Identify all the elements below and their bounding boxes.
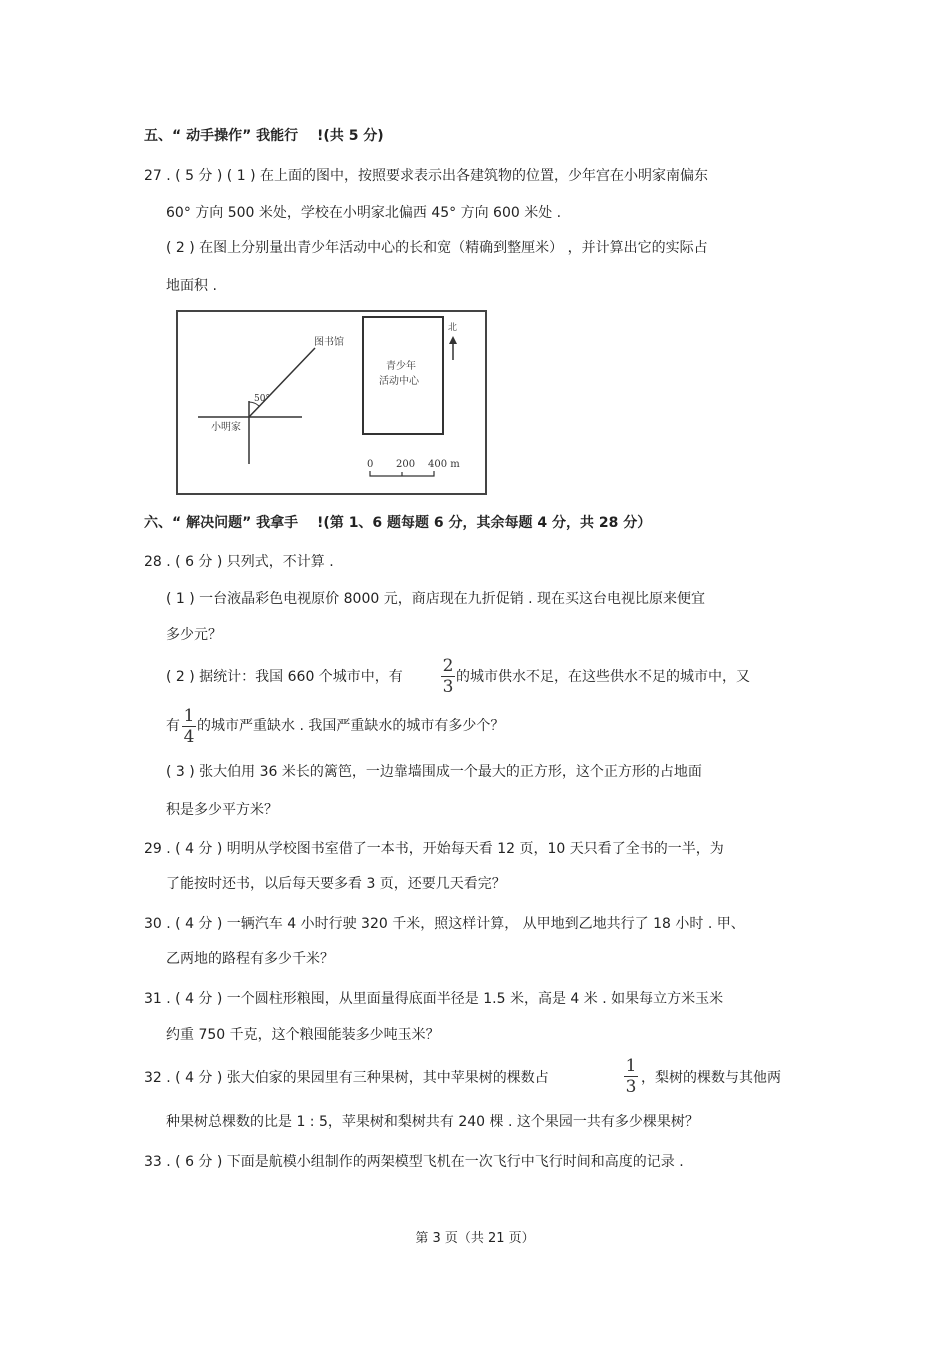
q33-line1: 33 . ( 6 分 ) 下面是航模小组制作的两架模型飞机在一次飞行中飞行时间和高度的记录 .: [144, 1154, 684, 1170]
home-label: 小明家: [211, 422, 241, 433]
angle-label: 50°: [254, 394, 270, 404]
q27-line4: 地面积 .: [166, 278, 217, 294]
section5-mark: !(共 5 分): [317, 128, 384, 144]
fraction-denominator: 3: [625, 1077, 637, 1097]
q27-line1: 27 . ( 5 分 ) ( 1 ) 在上面的图中，按照要求表示出各建筑物的位置，少年宫在小明家南偏东: [144, 168, 708, 184]
section6-title: 六、“ 解决问题” 我拿手: [144, 515, 299, 531]
section5-title: 五、“ 动手操作” 我能行: [144, 128, 299, 144]
fraction-numerator: 1: [625, 1056, 637, 1076]
fraction-denominator: 3: [442, 677, 454, 697]
fraction-numerator: 1: [183, 706, 195, 726]
q32-line1-b: ，梨树的棵数与其他两: [641, 1070, 781, 1086]
q28-p1-line1: ( 1 ) 一台液晶彩色电视原价 8000 元，商店现在九折促销 . 现在买这台电视比原来便宜: [166, 591, 706, 607]
q28-p2-line2-b: 的城市严重缺水 . 我国严重缺水的城市有多少个？: [197, 718, 505, 734]
library-label: 图书馆: [314, 337, 344, 348]
q28-p1-line2: 多少元？: [166, 627, 222, 643]
q27-line2: 60° 方向 500 米处，学校在小明家北偏西 45° 方向 600 米处 .: [166, 205, 562, 221]
north-label: 北: [448, 323, 458, 333]
q31-line1: 31 . ( 4 分 ) 一个圆柱形粮囤，从里面量得底面半径是 1.5 米，高是 4 米 . 如果每立方米玉米: [144, 991, 724, 1007]
fraction-numerator: 2: [442, 656, 454, 676]
fraction-one-quarter: [181, 707, 197, 746]
q30-line1: 30 . ( 4 分 ) 一辆汽车 4 小时行驶 320 千米，照这样计算， 从甲地到乙地共行了 18 小时 . 甲、: [144, 916, 745, 932]
q28-p2-line1-b: 的城市供水不足，在这些供水不足的城市中，又: [456, 669, 750, 685]
q29-line2: 了能按时还书，以后每天要多看 3 页，还要几天看完？: [166, 876, 506, 892]
q27-line3: ( 2 ) 在图上分别量出青少年活动中心的长和宽（精确到整厘米） ，并计算出它的实际占: [166, 240, 708, 256]
q32-line1-a: 32 . ( 4 分 ) 张大伯家的果园里有三种果树，其中苹果树的棵数占: [144, 1070, 549, 1086]
q28-p2-line2-a: 有: [166, 718, 180, 734]
scale-tick-200: 200: [396, 459, 416, 470]
center-label-line1: 青少年: [386, 361, 416, 372]
fraction-one-third: [623, 1057, 639, 1096]
north-arrow-head: [449, 336, 457, 344]
scale-tick-0: 0: [367, 459, 374, 470]
q27-map-figure: [168, 306, 492, 500]
center-label-line2: 活动中心: [379, 376, 419, 387]
q28-p3-line1: ( 3 ) 张大伯用 36 米长的篱笆，一边靠墙围成一个最大的正方形，这个正方形的占地面: [166, 764, 702, 780]
scale-tick-400: 400 m: [428, 459, 460, 470]
fraction-two-thirds: [440, 657, 456, 696]
q29-line1: 29 . ( 4 分 ) 明明从学校图书室借了一本书，开始每天看 12 页，10 天只看了全书的一半，为: [144, 841, 724, 857]
section6-mark: !(第 1、6 题每题 6 分，其余每题 4 分，共 28 分）: [317, 515, 652, 531]
section5-heading: [144, 126, 384, 146]
section6-heading: [144, 513, 651, 533]
q28-line1: 28 . ( 6 分 ) 只列式，不计算 .: [144, 554, 334, 570]
page-footer: 第 3 页（共 21 页）: [415, 1231, 535, 1246]
q30-line2: 乙两地的路程有多少千米？: [166, 951, 334, 967]
fraction-denominator: 4: [183, 727, 195, 747]
q31-line2: 约重 750 千克，这个粮囤能装多少吨玉米？: [166, 1027, 440, 1043]
q28-p3-line2: 积是多少平方米？: [166, 802, 278, 818]
q32-line2: 种果树总棵数的比是 1 : 5，苹果树和梨树共有 240 棵 . 这个果园一共有多少棵果树？: [166, 1114, 699, 1130]
q28-p2-line1-a: ( 2 ) 据统计：我国 660 个城市中，有: [166, 669, 403, 685]
library-direction-line: [249, 348, 315, 417]
